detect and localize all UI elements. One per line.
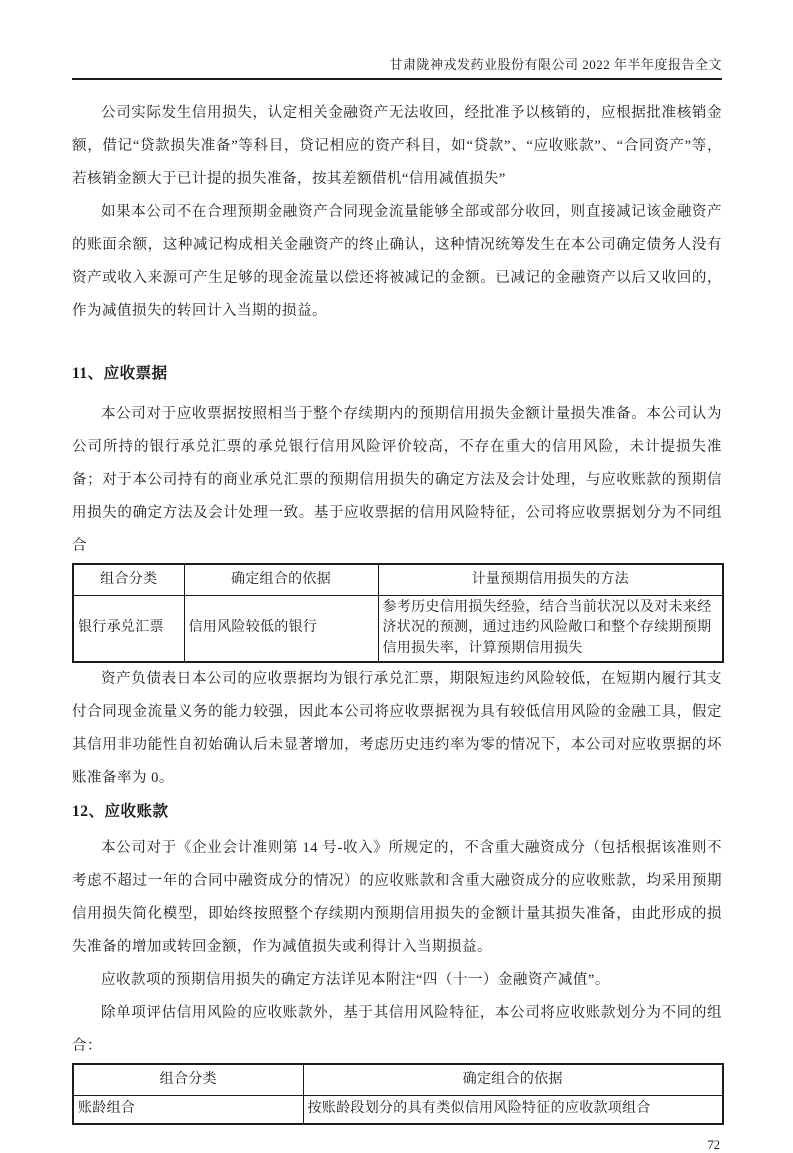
report-title: 甘肃陇神戎发药业股份有限公司 2022 年半年度报告全文 [389,57,722,72]
table-row [73,1095,723,1124]
cell-ecl-method: 参考历史信用损失经验，结合当前状况以及对未来经济状况的预测，通过违约风险敞口和整个存续期预期信用损失率，计算预期信用损失 [378,595,723,662]
section-12-heading: 12、应收账款 [72,803,169,820]
cell-group-category: 账龄组合 [73,1095,303,1124]
column-header-group-category: 组合分类 [73,564,184,595]
column-header-group-category: 组合分类 [73,1064,303,1095]
page-header [72,0,722,80]
section-12-intro-paragraph: 本公司对于《企业会计准则第 14 号-收入》所规定的，不含重大融资成分（包括根据该准则不考虑不超过一年的合同中融资成分的情况）的应收账款和含重大融资成分的应收账款，均采用预期信用损失简化模型，即始终按照整个存续期内预期信用损失的金额计量其损失准备，由此形成的损失准备的增加或转回金额，作为减值损失或利得计入当期损益。 [72,840,722,955]
table-row [73,595,723,662]
table-header-row [73,1064,723,1095]
section-12-method-reference: 应收款项的预期信用损失的确定方法详见本附注“四（十一）金融资产减值”。 [101,972,610,988]
column-header-ecl-method: 计量预期信用损失的方法 [378,564,723,595]
column-header-group-basis: 确定组合的依据 [184,564,378,595]
section-12-grouping-intro: 除单项评估信用风险的应收账款外，基于其信用风险特征，本公司将应收账款划分为不同的组合： [72,1005,722,1054]
cell-group-category: 银行承兑汇票 [73,595,184,662]
section-11-intro-paragraph: 本公司对于应收票据按照相当于整个存续期内的预期信用损失金额计量损失准备。本公司认为公司所持的银行承兑汇票的承兑银行信用风险评价较高，不存在重大的信用风险，未计提损失准备；对于本公司持有的商业承兑汇票的预期信用损失的确定方法及会计处理，与应收账款的预期信用损失的确定方法及会计处理一致。基于应收票据的信用风险特征，公司将应收票据划分为不同组合 [72,406,722,554]
paragraph-credit-loss-writeoff: 公司实际发生信用损失，认定相关金融资产无法收回，经批准予以核销的，应根据批准核销金额，借记“贷款损失准备”等科目，贷记相应的资产科目，如“贷款”、“应收账款”、“合同资产”等，若核销金额大于已计提的损失准备，按其差额借机“信用减值损失” [72,105,722,187]
notes-receivable-grouping-table [72,563,724,663]
paragraph-direct-writedown: 如果本公司不在合理预期金融资产合同现金流量能够全部或部分收回，则直接减记该金融资产的账面余额，这种减记构成相关金融资产的终止确认，这种情况统筹发生在本公司确定债务人没有资产或收入来源可产生足够的现金流量以偿还将被减记的金额。已减记的金融资产以后又收回的，作为减值损失的转回计入当期的损益。 [72,204,722,319]
accounts-receivable-grouping-table [72,1063,724,1125]
cell-group-basis: 信用风险较低的银行 [184,595,378,662]
column-header-group-basis: 确定组合的依据 [303,1064,723,1095]
table-header-row [73,564,723,595]
cell-group-basis: 按账龄段划分的具有类似信用风险特征的应收款项组合 [303,1095,723,1124]
section-11-heading: 11、应收票据 [72,365,168,382]
section-11-closing-paragraph: 资产负债表日本公司的应收票据均为银行承兑汇票，期限短违约风险较低，在短期内履行其支付合同现金流量义务的能力较强，因此本公司将应收票据视为具有较低信用风险的金融工具，假定其信用非功能性自初始确认后未显著增加，考虑历史违约率为零的情况下，本公司对应收票据的坏账准备率为 0。 [72,671,722,786]
page-number: 72 [707,1138,720,1152]
